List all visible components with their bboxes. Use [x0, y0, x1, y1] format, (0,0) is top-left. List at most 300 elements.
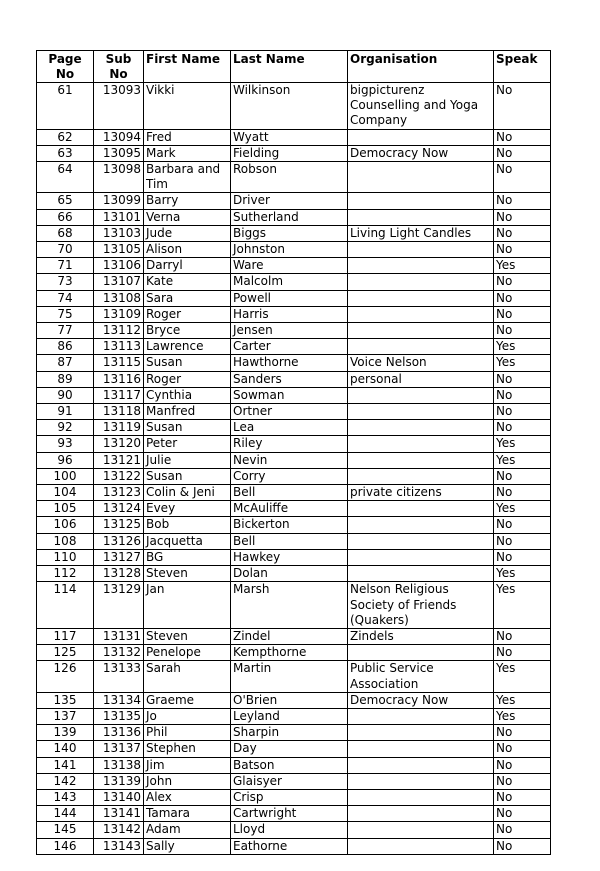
cell-last-name: Bickerton [231, 517, 348, 533]
cell-page-no: 77 [37, 323, 94, 339]
cell-first-name: Jo [144, 708, 231, 724]
cell-last-name: Driver [231, 193, 348, 209]
cell-sub-no: 13139 [94, 773, 144, 789]
cell-speak: No [494, 533, 551, 549]
cell-sub-no: 13094 [94, 129, 144, 145]
cell-speak: Yes [494, 501, 551, 517]
cell-last-name: Marsh [231, 582, 348, 629]
cell-sub-no: 13132 [94, 645, 144, 661]
cell-page-no: 137 [37, 708, 94, 724]
cell-organisation [348, 533, 494, 549]
table-row [37, 741, 551, 757]
cell-last-name: Robson [231, 162, 348, 193]
cell-organisation [348, 517, 494, 533]
cell-organisation: Zindels [348, 628, 494, 644]
cell-last-name: Dolan [231, 566, 348, 582]
table-row [37, 549, 551, 565]
table-row [37, 452, 551, 468]
cell-last-name: Hawkey [231, 549, 348, 565]
cell-speak: No [494, 129, 551, 145]
cell-speak: Yes [494, 708, 551, 724]
table-row [37, 725, 551, 741]
cell-page-no: 142 [37, 773, 94, 789]
cell-first-name: Steven [144, 628, 231, 644]
cell-speak: No [494, 371, 551, 387]
cell-speak: No [494, 290, 551, 306]
table-row [37, 485, 551, 501]
cell-page-no: 89 [37, 371, 94, 387]
cell-last-name: Riley [231, 436, 348, 452]
cell-organisation [348, 549, 494, 565]
cell-last-name: Biggs [231, 225, 348, 241]
cell-sub-no: 13103 [94, 225, 144, 241]
cell-speak: No [494, 725, 551, 741]
cell-organisation [348, 436, 494, 452]
cell-last-name: Sutherland [231, 209, 348, 225]
table-row [37, 209, 551, 225]
cell-last-name: Wyatt [231, 129, 348, 145]
cell-sub-no: 13128 [94, 566, 144, 582]
cell-sub-no: 13129 [94, 582, 144, 629]
table-row [37, 806, 551, 822]
table-row [37, 420, 551, 436]
cell-page-no: 63 [37, 145, 94, 161]
cell-organisation: Democracy Now [348, 145, 494, 161]
cell-organisation [348, 789, 494, 805]
cell-last-name: Leyland [231, 708, 348, 724]
table-row [37, 661, 551, 692]
cell-sub-no: 13127 [94, 549, 144, 565]
cell-first-name: Verna [144, 209, 231, 225]
cell-organisation [348, 452, 494, 468]
cell-first-name: Fred [144, 129, 231, 145]
cell-organisation: Voice Nelson [348, 355, 494, 371]
cell-organisation [348, 242, 494, 258]
cell-sub-no: 13115 [94, 355, 144, 371]
cell-last-name: Zindel [231, 628, 348, 644]
cell-sub-no: 13093 [94, 83, 144, 130]
cell-sub-no: 13136 [94, 725, 144, 741]
table-row [37, 290, 551, 306]
cell-last-name: Bell [231, 485, 348, 501]
cell-last-name: Carter [231, 339, 348, 355]
cell-organisation [348, 162, 494, 193]
cell-first-name: Kate [144, 274, 231, 290]
cell-first-name: Lawrence [144, 339, 231, 355]
cell-first-name: Steven [144, 566, 231, 582]
cell-page-no: 66 [37, 209, 94, 225]
cell-speak: No [494, 225, 551, 241]
cell-sub-no: 13137 [94, 741, 144, 757]
cell-speak: Yes [494, 339, 551, 355]
cell-sub-no: 13124 [94, 501, 144, 517]
table-row [37, 225, 551, 241]
cell-page-no: 100 [37, 468, 94, 484]
cell-speak: Yes [494, 436, 551, 452]
cell-last-name: Wilkinson [231, 83, 348, 130]
cell-organisation [348, 209, 494, 225]
table-row [37, 404, 551, 420]
cell-page-no: 74 [37, 290, 94, 306]
cell-page-no: 141 [37, 757, 94, 773]
cell-last-name: McAuliffe [231, 501, 348, 517]
cell-last-name: Cartwright [231, 806, 348, 822]
table-row [37, 83, 551, 130]
cell-organisation [348, 193, 494, 209]
cell-last-name: O'Brien [231, 692, 348, 708]
cell-speak: Yes [494, 692, 551, 708]
cell-sub-no: 13106 [94, 258, 144, 274]
cell-first-name: Susan [144, 468, 231, 484]
cell-last-name: Sanders [231, 371, 348, 387]
cell-speak: No [494, 420, 551, 436]
table-row [37, 306, 551, 322]
cell-page-no: 91 [37, 404, 94, 420]
cell-first-name: Penelope [144, 645, 231, 661]
cell-page-no: 135 [37, 692, 94, 708]
table-row [37, 129, 551, 145]
cell-page-no: 140 [37, 741, 94, 757]
cell-speak: No [494, 162, 551, 193]
cell-speak: No [494, 517, 551, 533]
cell-first-name: Sally [144, 838, 231, 854]
cell-sub-no: 13126 [94, 533, 144, 549]
cell-first-name: Darryl [144, 258, 231, 274]
cell-organisation [348, 566, 494, 582]
cell-page-no: 62 [37, 129, 94, 145]
cell-speak: No [494, 806, 551, 822]
cell-page-no: 126 [37, 661, 94, 692]
cell-first-name: Graeme [144, 692, 231, 708]
cell-speak: No [494, 209, 551, 225]
cell-organisation [348, 306, 494, 322]
cell-last-name: Sharpin [231, 725, 348, 741]
cell-speak: No [494, 323, 551, 339]
cell-sub-no: 13108 [94, 290, 144, 306]
cell-page-no: 105 [37, 501, 94, 517]
table-row [37, 468, 551, 484]
cell-first-name: Sara [144, 290, 231, 306]
cell-organisation [348, 323, 494, 339]
cell-page-no: 93 [37, 436, 94, 452]
cell-first-name: Cynthia [144, 387, 231, 403]
cell-speak: No [494, 757, 551, 773]
cell-last-name: Ware [231, 258, 348, 274]
header-last-name: Last Name [231, 51, 348, 83]
table-row [37, 789, 551, 805]
cell-sub-no: 13101 [94, 209, 144, 225]
cell-page-no: 86 [37, 339, 94, 355]
cell-organisation: Democracy Now [348, 692, 494, 708]
cell-sub-no: 13143 [94, 838, 144, 854]
header-row [37, 51, 551, 83]
cell-sub-no: 13123 [94, 485, 144, 501]
cell-page-no: 143 [37, 789, 94, 805]
cell-page-no: 139 [37, 725, 94, 741]
cell-page-no: 144 [37, 806, 94, 822]
cell-last-name: Crisp [231, 789, 348, 805]
cell-sub-no: 13125 [94, 517, 144, 533]
cell-speak: No [494, 306, 551, 322]
cell-page-no: 145 [37, 822, 94, 838]
cell-last-name: Glaisyer [231, 773, 348, 789]
cell-organisation [348, 274, 494, 290]
cell-speak: Yes [494, 355, 551, 371]
cell-sub-no: 13107 [94, 274, 144, 290]
table-row [37, 323, 551, 339]
cell-sub-no: 13120 [94, 436, 144, 452]
cell-sub-no: 13098 [94, 162, 144, 193]
cell-speak: No [494, 242, 551, 258]
cell-first-name: Jude [144, 225, 231, 241]
cell-last-name: Lloyd [231, 822, 348, 838]
cell-sub-no: 13122 [94, 468, 144, 484]
cell-first-name: Alison [144, 242, 231, 258]
cell-speak: No [494, 645, 551, 661]
cell-last-name: Martin [231, 661, 348, 692]
table-row [37, 371, 551, 387]
header-sub-no: Sub No [94, 51, 144, 83]
cell-page-no: 125 [37, 645, 94, 661]
cell-organisation [348, 404, 494, 420]
header-speak: Speak [494, 51, 551, 83]
table-row [37, 193, 551, 209]
cell-first-name: Roger [144, 371, 231, 387]
cell-page-no: 108 [37, 533, 94, 549]
cell-last-name: Lea [231, 420, 348, 436]
cell-organisation [348, 757, 494, 773]
cell-organisation [348, 501, 494, 517]
cell-page-no: 70 [37, 242, 94, 258]
cell-sub-no: 13140 [94, 789, 144, 805]
cell-first-name: Phil [144, 725, 231, 741]
submissions-table [36, 50, 551, 855]
cell-sub-no: 13133 [94, 661, 144, 692]
cell-speak: No [494, 83, 551, 130]
cell-speak: Yes [494, 258, 551, 274]
cell-first-name: Bob [144, 517, 231, 533]
cell-organisation [348, 468, 494, 484]
cell-speak: No [494, 485, 551, 501]
cell-page-no: 110 [37, 549, 94, 565]
cell-organisation [348, 645, 494, 661]
cell-speak: No [494, 822, 551, 838]
cell-speak: No [494, 741, 551, 757]
table-row [37, 162, 551, 193]
cell-first-name: Roger [144, 306, 231, 322]
cell-organisation [348, 708, 494, 724]
cell-last-name: Johnston [231, 242, 348, 258]
cell-organisation [348, 822, 494, 838]
table-row [37, 582, 551, 629]
cell-speak: No [494, 549, 551, 565]
cell-last-name: Day [231, 741, 348, 757]
cell-speak: No [494, 789, 551, 805]
cell-speak: Yes [494, 566, 551, 582]
cell-first-name: Susan [144, 420, 231, 436]
cell-sub-no: 13099 [94, 193, 144, 209]
cell-sub-no: 13142 [94, 822, 144, 838]
cell-sub-no: 13119 [94, 420, 144, 436]
table-row [37, 645, 551, 661]
cell-page-no: 90 [37, 387, 94, 403]
table-row [37, 387, 551, 403]
cell-last-name: Sowman [231, 387, 348, 403]
cell-sub-no: 13141 [94, 806, 144, 822]
cell-first-name: Barry [144, 193, 231, 209]
cell-organisation [348, 741, 494, 757]
cell-last-name: Harris [231, 306, 348, 322]
cell-page-no: 61 [37, 83, 94, 130]
cell-last-name: Kempthorne [231, 645, 348, 661]
cell-last-name: Fielding [231, 145, 348, 161]
cell-organisation [348, 129, 494, 145]
cell-first-name: Vikki [144, 83, 231, 130]
cell-organisation [348, 838, 494, 854]
cell-first-name: Adam [144, 822, 231, 838]
cell-first-name: Bryce [144, 323, 231, 339]
cell-organisation [348, 420, 494, 436]
cell-organisation: Public Service Association [348, 661, 494, 692]
cell-last-name: Ortner [231, 404, 348, 420]
header-first-name: First Name [144, 51, 231, 83]
cell-first-name: Peter [144, 436, 231, 452]
cell-organisation: Living Light Candles [348, 225, 494, 241]
cell-page-no: 65 [37, 193, 94, 209]
cell-page-no: 64 [37, 162, 94, 193]
cell-sub-no: 13105 [94, 242, 144, 258]
table-row [37, 242, 551, 258]
table-row [37, 628, 551, 644]
cell-organisation: Nelson Religious Society of Friends (Quakers) [348, 582, 494, 629]
cell-organisation [348, 339, 494, 355]
cell-sub-no: 13109 [94, 306, 144, 322]
cell-last-name: Malcolm [231, 274, 348, 290]
cell-first-name: Evey [144, 501, 231, 517]
cell-page-no: 114 [37, 582, 94, 629]
cell-page-no: 104 [37, 485, 94, 501]
table-row [37, 517, 551, 533]
cell-sub-no: 13135 [94, 708, 144, 724]
cell-organisation [348, 773, 494, 789]
cell-organisation [348, 806, 494, 822]
cell-organisation: personal [348, 371, 494, 387]
table-row [37, 258, 551, 274]
cell-first-name: Sarah [144, 661, 231, 692]
cell-first-name: Colin & Jeni [144, 485, 231, 501]
table-row [37, 692, 551, 708]
table-row [37, 757, 551, 773]
table-row [37, 436, 551, 452]
cell-page-no: 106 [37, 517, 94, 533]
table-row [37, 533, 551, 549]
cell-last-name: Jensen [231, 323, 348, 339]
cell-page-no: 71 [37, 258, 94, 274]
table-row [37, 838, 551, 854]
cell-sub-no: 13117 [94, 387, 144, 403]
cell-page-no: 96 [37, 452, 94, 468]
cell-speak: Yes [494, 582, 551, 629]
table-row [37, 355, 551, 371]
table-row [37, 274, 551, 290]
cell-page-no: 75 [37, 306, 94, 322]
cell-first-name: Manfred [144, 404, 231, 420]
table-row [37, 501, 551, 517]
cell-last-name: Hawthorne [231, 355, 348, 371]
cell-speak: No [494, 628, 551, 644]
cell-page-no: 112 [37, 566, 94, 582]
cell-speak: No [494, 838, 551, 854]
cell-first-name: Jacquetta [144, 533, 231, 549]
cell-sub-no: 13095 [94, 145, 144, 161]
cell-first-name: Susan [144, 355, 231, 371]
cell-speak: Yes [494, 452, 551, 468]
cell-first-name: Tamara [144, 806, 231, 822]
cell-sub-no: 13131 [94, 628, 144, 644]
cell-speak: No [494, 274, 551, 290]
cell-page-no: 73 [37, 274, 94, 290]
table-body [37, 83, 551, 855]
cell-page-no: 68 [37, 225, 94, 241]
cell-last-name: Nevin [231, 452, 348, 468]
cell-sub-no: 13121 [94, 452, 144, 468]
cell-speak: No [494, 387, 551, 403]
cell-organisation: bigpicturenz Counselling and Yoga Company [348, 83, 494, 130]
cell-first-name: Alex [144, 789, 231, 805]
cell-speak: No [494, 468, 551, 484]
cell-organisation [348, 258, 494, 274]
cell-last-name: Corry [231, 468, 348, 484]
header-page-no: Page No [37, 51, 94, 83]
table-row [37, 773, 551, 789]
cell-speak: No [494, 193, 551, 209]
table-row [37, 145, 551, 161]
cell-last-name: Powell [231, 290, 348, 306]
cell-page-no: 92 [37, 420, 94, 436]
cell-last-name: Eathorne [231, 838, 348, 854]
cell-page-no: 146 [37, 838, 94, 854]
cell-last-name: Batson [231, 757, 348, 773]
cell-first-name: Julie [144, 452, 231, 468]
cell-speak: No [494, 404, 551, 420]
cell-speak: No [494, 145, 551, 161]
table-row [37, 566, 551, 582]
cell-first-name: BG [144, 549, 231, 565]
cell-sub-no: 13112 [94, 323, 144, 339]
cell-organisation [348, 290, 494, 306]
cell-first-name: Barbara and Tim [144, 162, 231, 193]
cell-sub-no: 13118 [94, 404, 144, 420]
header-organisation: Organisation [348, 51, 494, 83]
cell-sub-no: 13116 [94, 371, 144, 387]
cell-page-no: 87 [37, 355, 94, 371]
table-row [37, 708, 551, 724]
cell-first-name: Stephen [144, 741, 231, 757]
cell-organisation [348, 387, 494, 403]
cell-first-name: Jim [144, 757, 231, 773]
cell-sub-no: 13113 [94, 339, 144, 355]
cell-sub-no: 13134 [94, 692, 144, 708]
cell-first-name: Jan [144, 582, 231, 629]
cell-organisation: private citizens [348, 485, 494, 501]
cell-first-name: Mark [144, 145, 231, 161]
cell-speak: Yes [494, 661, 551, 692]
cell-organisation [348, 725, 494, 741]
cell-first-name: John [144, 773, 231, 789]
cell-last-name: Bell [231, 533, 348, 549]
cell-sub-no: 13138 [94, 757, 144, 773]
cell-speak: No [494, 773, 551, 789]
